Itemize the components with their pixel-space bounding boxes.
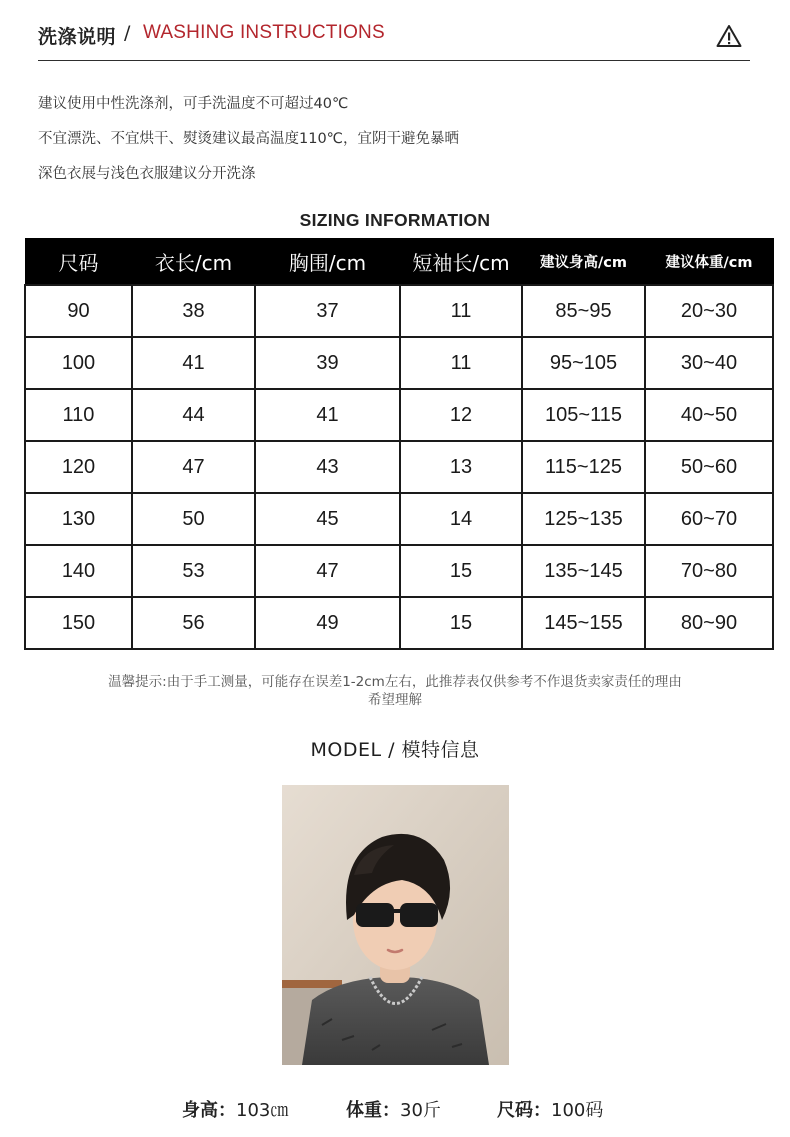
table-cell: 56	[132, 597, 255, 649]
table-cell: 95~105	[522, 337, 645, 389]
table-cell: 90	[25, 285, 132, 337]
weight-label: 体重：	[346, 1100, 400, 1121]
table-header-row	[25, 238, 773, 285]
washing-line: 不宜漂洗、不宜烘干、熨烫建议最高温度110℃，宜阴干避免暴晒	[38, 131, 459, 147]
size-value: 100码	[551, 1100, 604, 1121]
table-cell: 115~125	[522, 441, 645, 493]
model-stats	[0, 1096, 790, 1124]
table-cell: 85~95	[522, 285, 645, 337]
washing-title-cn: 洗涤说明	[38, 26, 117, 48]
table-row	[25, 597, 773, 649]
table-cell: 47	[132, 441, 255, 493]
table-cell: 140	[25, 545, 132, 597]
table-cell: 38	[132, 285, 255, 337]
table-cell: 47	[255, 545, 400, 597]
table-cell: 150	[25, 597, 132, 649]
table-cell: 100	[25, 337, 132, 389]
table-row	[25, 493, 773, 545]
washing-instructions	[38, 92, 750, 197]
table-row	[25, 285, 773, 337]
model-photo	[282, 785, 509, 1065]
header-length: 衣长/cm	[132, 238, 255, 285]
warning-triangle-icon	[716, 24, 742, 48]
table-cell: 15	[400, 545, 522, 597]
sizing-title: SIZING INFORMATION	[299, 210, 491, 230]
washing-line: 建议使用中性洗涤剂，可手洗温度不可超过40℃	[38, 96, 349, 112]
table-cell: 44	[132, 389, 255, 441]
table-cell: 110	[25, 389, 132, 441]
table-cell: 145~155	[522, 597, 645, 649]
table-row	[25, 389, 773, 441]
table-cell: 40~50	[645, 389, 773, 441]
header-size: 尺码	[25, 238, 132, 285]
table-cell: 11	[400, 285, 522, 337]
title-separator: /	[124, 22, 131, 44]
header-weight: 建议体重/cm	[645, 238, 773, 285]
table-cell: 12	[400, 389, 522, 441]
table-row	[25, 337, 773, 389]
table-cell: 37	[255, 285, 400, 337]
table-cell: 13	[400, 441, 522, 493]
table-cell: 49	[255, 597, 400, 649]
model-weight	[346, 1096, 441, 1122]
table-cell: 50~60	[645, 441, 773, 493]
washing-title-en: WASHING INSTRUCTIONS	[143, 22, 385, 43]
table-cell: 41	[132, 337, 255, 389]
table-cell: 80~90	[645, 597, 773, 649]
table-cell: 43	[255, 441, 400, 493]
table-cell: 41	[255, 389, 400, 441]
table-cell: 70~80	[645, 545, 773, 597]
height-value: 103㎝	[236, 1100, 289, 1121]
weight-value: 30斤	[400, 1100, 441, 1121]
table-row	[25, 545, 773, 597]
header-sleeve: 短袖长/cm	[400, 238, 522, 285]
table-cell: 11	[400, 337, 522, 389]
header-height: 建议身高/cm	[522, 238, 645, 285]
table-cell: 125~135	[522, 493, 645, 545]
table-cell: 105~115	[522, 389, 645, 441]
table-cell: 53	[132, 545, 255, 597]
table-cell: 60~70	[645, 493, 773, 545]
note-line: 希望理解	[368, 692, 422, 708]
header-chest: 胸围/cm	[255, 238, 400, 285]
size-chart-table	[24, 238, 774, 650]
table-cell: 39	[255, 337, 400, 389]
table-cell: 30~40	[645, 337, 773, 389]
washing-header	[38, 18, 750, 61]
table-cell: 50	[132, 493, 255, 545]
model-photo-illustration	[282, 785, 509, 1065]
table-cell: 14	[400, 493, 522, 545]
model-height	[182, 1096, 288, 1122]
table-row	[25, 441, 773, 493]
model-title: MODEL / 模特信息	[310, 739, 480, 761]
size-label: 尺码：	[497, 1100, 551, 1121]
measurement-note	[50, 673, 740, 709]
table-cell: 45	[255, 493, 400, 545]
height-label: 身高：	[182, 1100, 236, 1121]
table-cell: 135~145	[522, 545, 645, 597]
table-cell: 20~30	[645, 285, 773, 337]
note-line: 温馨提示:由于手工测量，可能存在误差1-2cm左右，此推荐表仅供参考不作退货卖家责任的理由	[108, 674, 682, 690]
table-cell: 15	[400, 597, 522, 649]
washing-line: 深色衣展与浅色衣服建议分开洗涤	[38, 166, 256, 182]
table-cell: 120	[25, 441, 132, 493]
table-cell: 130	[25, 493, 132, 545]
model-size	[497, 1096, 603, 1122]
